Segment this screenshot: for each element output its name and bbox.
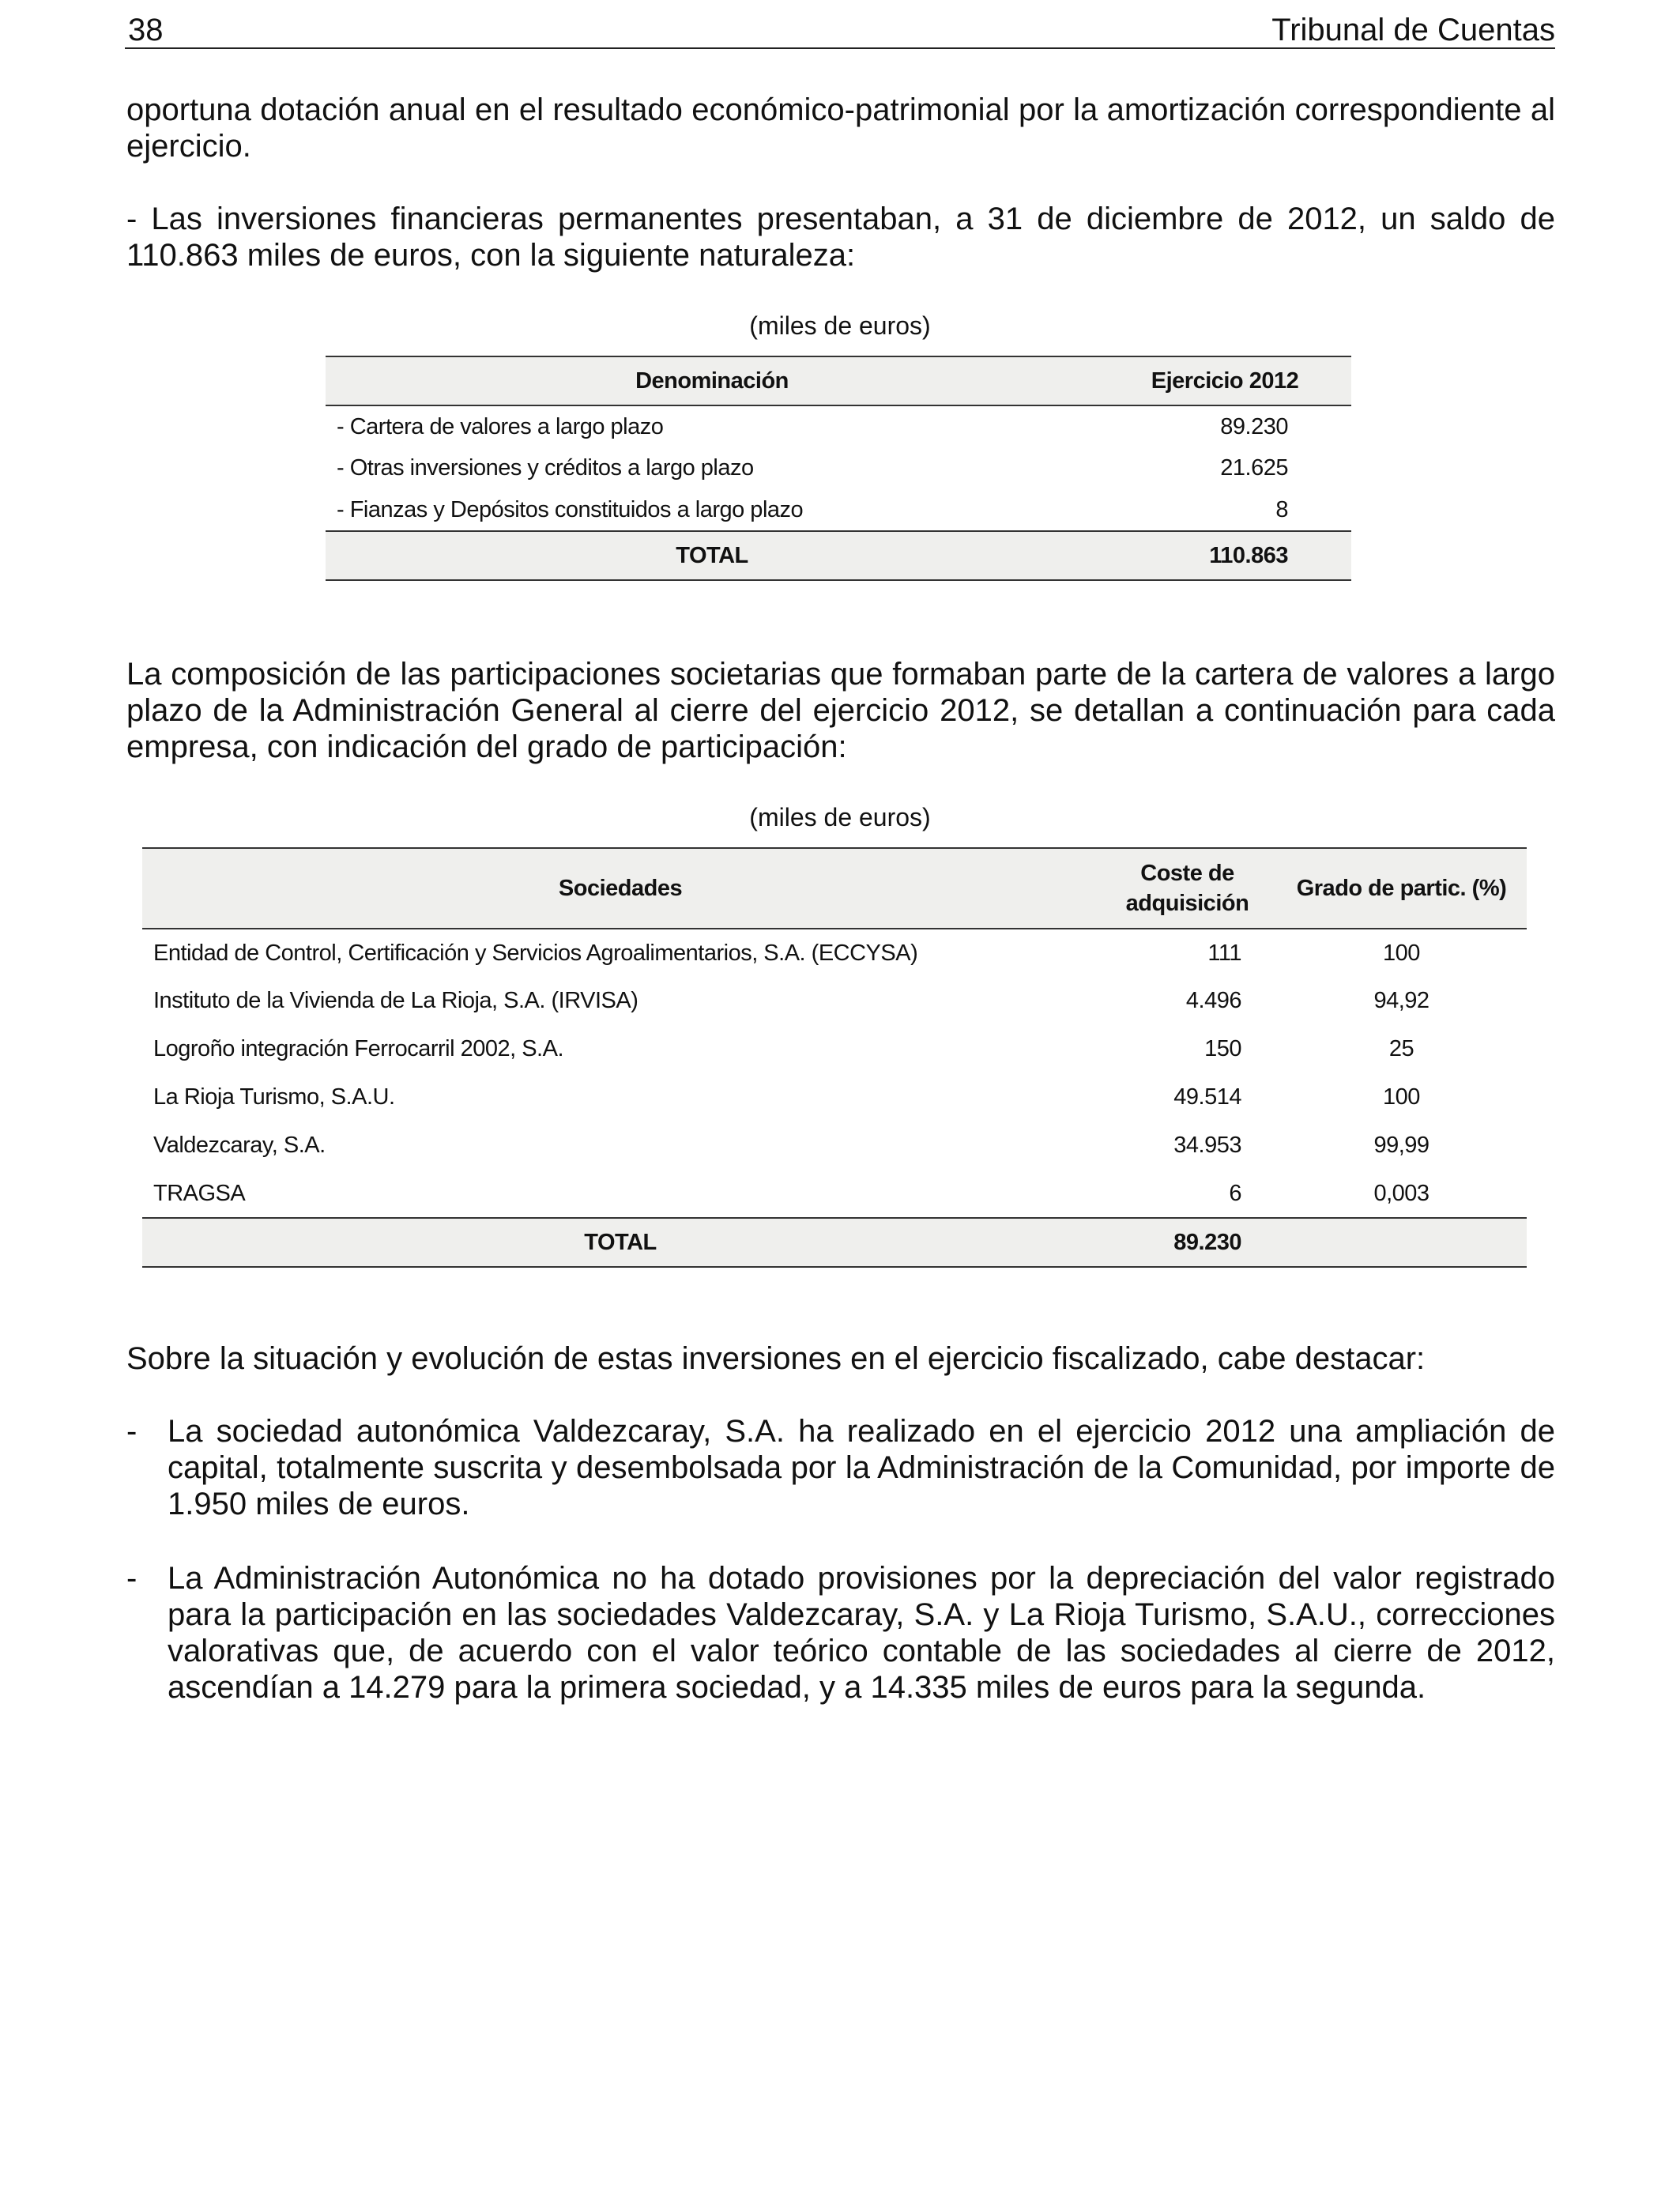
bullet-dash: - bbox=[126, 1414, 137, 1449]
total-value: 110.863 bbox=[1098, 531, 1351, 580]
table-row bbox=[326, 405, 1351, 447]
company-name: Valdezcaray, S.A. bbox=[153, 1133, 326, 1158]
page-header bbox=[125, 8, 1555, 49]
row-value: 89.230 bbox=[1220, 413, 1288, 439]
total-empty bbox=[1276, 1218, 1527, 1267]
column-header-sociedades: Sociedades bbox=[142, 848, 1098, 929]
participation-percent: 0,003 bbox=[1373, 1180, 1430, 1206]
paragraph-composition: La composición de las participaciones societarias que formaban parte de la cartera de valores a largo plazo de la Administración General al cierre del ejercicio 2012, se detallan a continuación para cada empresa, con indicación del grado de participación: bbox=[126, 657, 1555, 764]
row-label: - Fianzas y Depósitos constituidos a largo plazo bbox=[337, 496, 804, 522]
table-header-row bbox=[142, 848, 1527, 929]
column-header-denominacion: Denominación bbox=[326, 356, 1098, 405]
page-number: 38 bbox=[128, 13, 164, 47]
company-name: Instituto de la Vivienda de La Rioja, S.A. (IRVISA) bbox=[153, 988, 638, 1013]
financial-investments-table bbox=[326, 356, 1351, 581]
total-label: TOTAL bbox=[326, 531, 1098, 580]
table2-units: (miles de euros) bbox=[749, 803, 931, 831]
acquisition-cost: 111 bbox=[1207, 940, 1241, 966]
company-name: La Rioja Turismo, S.A.U. bbox=[153, 1084, 395, 1110]
company-name: Entidad de Control, Certificación y Servicios Agroalimentarios, S.A. (ECCYSA) bbox=[153, 940, 918, 966]
table1-units: (miles de euros) bbox=[749, 311, 931, 340]
acquisition-cost: 4.496 bbox=[1185, 988, 1241, 1013]
table-row bbox=[142, 1073, 1527, 1122]
row-value: 8 bbox=[1275, 496, 1288, 522]
coste-line-1: Coste de bbox=[1140, 861, 1234, 886]
table-total-row bbox=[142, 1218, 1527, 1267]
shareholdings-table bbox=[142, 847, 1527, 1268]
acquisition-cost: 6 bbox=[1229, 1180, 1241, 1206]
table-row bbox=[142, 1170, 1527, 1218]
paragraph-financial-investments: - Las inversiones financieras permanentes presentaban, a 31 de diciembre de 2012, un saldo de 110.863 miles de euros, con la siguiente naturaleza: bbox=[126, 202, 1555, 273]
table-row bbox=[142, 977, 1527, 1025]
acquisition-cost: 49.514 bbox=[1173, 1084, 1241, 1110]
bullet-item bbox=[126, 1413, 1555, 1524]
bullet-dash: - bbox=[126, 1561, 137, 1596]
table-row bbox=[326, 447, 1351, 489]
paragraph-highlights: Sobre la situación y evolución de estas inversiones en el ejercicio fiscalizado, cabe destacar: bbox=[126, 1341, 1426, 1376]
column-header-ejercicio: Ejercicio 2012 bbox=[1098, 356, 1351, 405]
table-row bbox=[142, 1025, 1527, 1073]
bullet-text: La Administración Autonómica no ha dotado provisiones por la depreciación del valor registrado para la participación en las sociedades Valdezcaray, S.A. y La Rioja Turismo, S.A.U., correcciones valorativas que, de acuerdo con el valor teórico contable de las sociedades al cierre de 2012, ascendían a 14.279 para la primera sociedad, y a 14.335 miles de euros para la segunda. bbox=[168, 1561, 1555, 1705]
coste-line-2: adquisición bbox=[1125, 891, 1249, 916]
table-row bbox=[142, 1122, 1527, 1170]
total-label: TOTAL bbox=[142, 1218, 1098, 1267]
column-header-coste bbox=[1098, 848, 1276, 929]
table-total-row bbox=[326, 531, 1351, 580]
acquisition-cost: 150 bbox=[1204, 1036, 1241, 1061]
table-header-row bbox=[326, 356, 1351, 405]
participation-percent: 99,99 bbox=[1373, 1133, 1430, 1158]
paragraph-amortization: oportuna dotación anual en el resultado económico-patrimonial por la amortización correspondiente al ejercicio. bbox=[126, 92, 1555, 164]
participation-percent: 100 bbox=[1383, 1084, 1420, 1110]
row-label: - Cartera de valores a largo plazo bbox=[337, 413, 664, 439]
acquisition-cost: 34.953 bbox=[1173, 1133, 1241, 1158]
participation-percent: 25 bbox=[1388, 1036, 1414, 1061]
bullet-text: La sociedad autonómica Valdezcaray, S.A. ha realizado en el ejercicio 2012 una ampliación de capital, totalmente suscrita y desembolsada por la Administración de la Comunidad, por importe de 1.950 miles de euros. bbox=[168, 1414, 1555, 1521]
participation-percent: 100 bbox=[1383, 940, 1420, 966]
row-label: - Otras inversiones y créditos a largo plazo bbox=[337, 455, 754, 481]
total-value: 89.230 bbox=[1098, 1218, 1276, 1267]
company-name: TRAGSA bbox=[153, 1180, 246, 1206]
bullet-item bbox=[126, 1560, 1555, 1745]
column-header-grado: Grado de partic. (%) bbox=[1276, 848, 1527, 929]
company-name: Logroño integración Ferrocarril 2002, S.A. bbox=[153, 1036, 564, 1061]
header-organization: Tribunal de Cuentas bbox=[1271, 13, 1555, 47]
row-value: 21.625 bbox=[1220, 455, 1288, 481]
table-row bbox=[142, 929, 1527, 977]
table-row bbox=[326, 489, 1351, 531]
participation-percent: 94,92 bbox=[1373, 988, 1430, 1013]
